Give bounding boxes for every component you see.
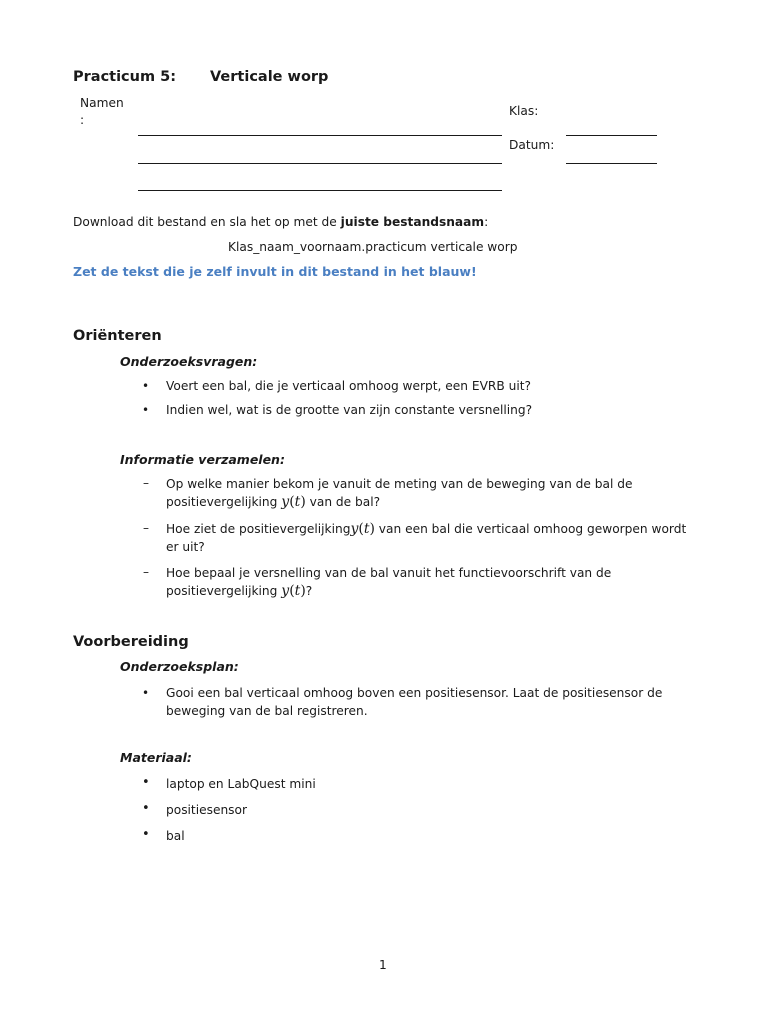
section-voorbereiding: Voorbereiding bbox=[73, 634, 189, 650]
info-item: Op welke manier bekom je vanuit de meting van de beweging van de bal de positievergelijking y(t) van de bal? bbox=[166, 477, 633, 510]
class-label: Klas: bbox=[509, 104, 539, 118]
info-text: van een bal die verticaal omhoog geworpen wordt er uit? bbox=[166, 522, 687, 554]
math-t: t bbox=[294, 583, 301, 599]
material-item: positiesensor bbox=[166, 803, 247, 817]
date-line bbox=[566, 163, 657, 164]
info-text: Op welke manier bekom je vanuit de meting van de beweging van de bal de positievergelijking bbox=[166, 477, 633, 509]
bullet-icon: • bbox=[142, 686, 150, 700]
info-text: Hoe bepaal je versnelling van de bal vanuit het functievoorschrift van de positievergelijking bbox=[166, 566, 612, 598]
info-text: ? bbox=[305, 584, 313, 598]
name-label: Namen : bbox=[80, 96, 124, 127]
material-item: bal bbox=[166, 829, 185, 843]
dash-icon: – bbox=[143, 476, 149, 490]
material-item: laptop en LabQuest mini bbox=[166, 777, 316, 791]
plan-item: Gooi een bal verticaal omhoog boven een positiesensor. Laat de positiesensor de beweging van de bal registreren. bbox=[166, 686, 663, 718]
info-heading: Informatie verzamelen: bbox=[120, 452, 285, 467]
math-t: t bbox=[294, 494, 301, 510]
info-item: Hoe bepaal je versnelling van de bal vanuit het functievoorschrift van de positievergelijking y(t)? bbox=[166, 566, 612, 599]
download-bold: juiste bestandsnaam bbox=[340, 215, 485, 229]
math-y: y bbox=[281, 494, 290, 510]
info-item: Hoe ziet de positievergelijkingy(t) van een bal die verticaal omhoog geworpen wordt er uit? bbox=[166, 521, 687, 554]
name-line-1 bbox=[138, 135, 502, 136]
section-orienteren: Oriënteren bbox=[73, 328, 162, 344]
info-text: Hoe ziet de positievergelijking bbox=[166, 522, 351, 536]
filename-text: Klas_naam_voornaam.practicum verticale worp bbox=[228, 240, 518, 254]
bullet-icon: • bbox=[142, 827, 150, 842]
question-item: Indien wel, wat is de grootte van zijn constante versnelling? bbox=[166, 403, 533, 417]
practicum-title: Verticale worp bbox=[210, 69, 329, 85]
date-label: Datum: bbox=[509, 138, 555, 152]
bullet-icon: • bbox=[142, 775, 150, 790]
bullet-icon: • bbox=[142, 403, 150, 417]
question-item: Voert een bal, die je verticaal omhoog werpt, een EVRB uit? bbox=[166, 379, 531, 393]
page-number: 1 bbox=[379, 958, 387, 972]
bullet-icon: • bbox=[142, 379, 150, 393]
bullet-icon: • bbox=[142, 801, 150, 816]
name-line-2 bbox=[138, 163, 502, 164]
blue-note: Zet de tekst die je zelf invult in dit bestand in het blauw! bbox=[73, 264, 477, 279]
questions-heading: Onderzoeksvragen: bbox=[120, 354, 258, 369]
name-line-3 bbox=[138, 190, 502, 191]
plan-heading: Onderzoeksplan: bbox=[120, 659, 239, 674]
download-prefix: Download dit bestand en sla het op met de bbox=[73, 215, 341, 229]
dash-icon: – bbox=[143, 565, 149, 579]
math-y: y bbox=[350, 521, 359, 537]
material-heading: Materiaal: bbox=[120, 750, 192, 765]
math-y: y bbox=[281, 583, 290, 599]
math-t: t bbox=[363, 521, 370, 537]
info-text: van de bal? bbox=[305, 495, 381, 509]
dash-icon: – bbox=[143, 521, 149, 535]
download-suffix: : bbox=[484, 215, 489, 229]
practicum-label: Practicum 5: bbox=[73, 69, 177, 85]
class-line bbox=[566, 135, 657, 136]
download-instruction bbox=[73, 215, 488, 229]
